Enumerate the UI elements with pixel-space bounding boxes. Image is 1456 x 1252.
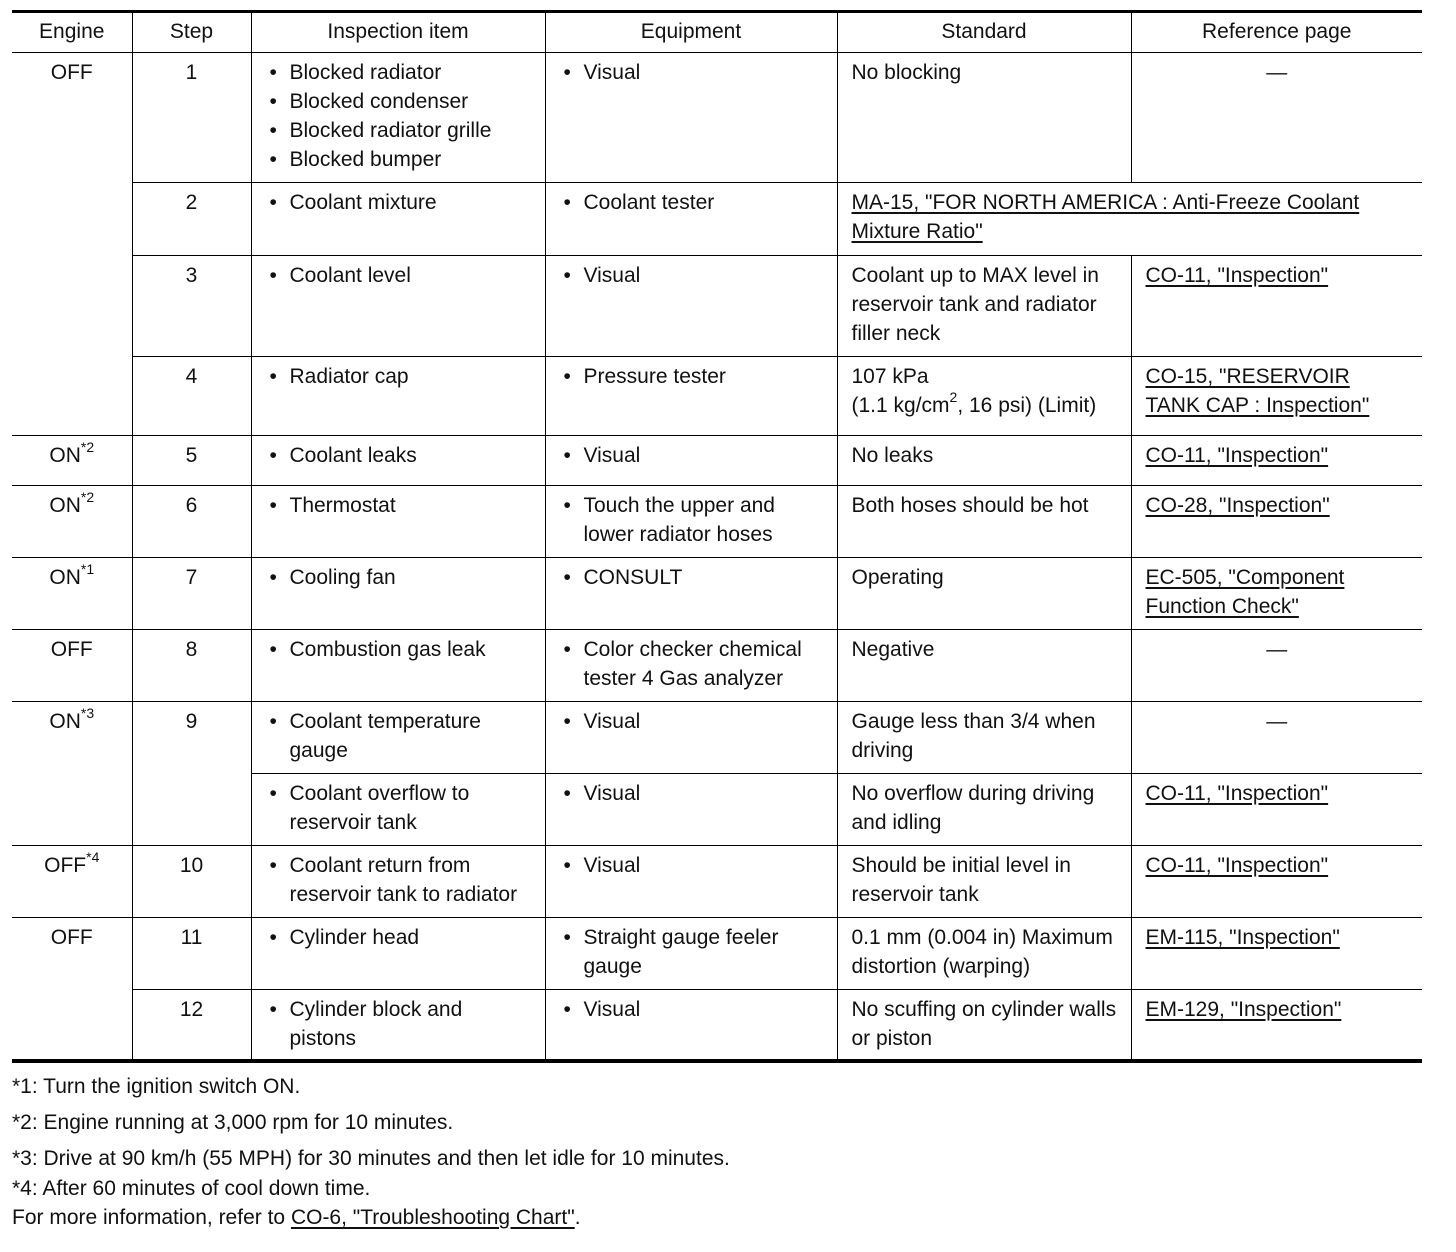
reference-cell <box>1131 558 1422 630</box>
inspection-item-cell <box>251 918 545 990</box>
standard-line <box>852 391 1117 420</box>
reference-link[interactable]: EM-129, "Inspection" <box>1145 998 1342 1021</box>
reference-cell <box>1131 256 1422 357</box>
inspection-item-cell <box>251 357 545 436</box>
inspection-item-cell <box>251 774 545 846</box>
table-row <box>12 486 1422 558</box>
engine-cell <box>12 846 132 918</box>
table-row <box>12 558 1422 630</box>
inspection-item: • Blocked condenser <box>266 87 531 116</box>
equipment-cell <box>545 256 837 357</box>
engine-cell <box>12 436 132 486</box>
step-cell: 4 <box>132 357 251 436</box>
inspection-item-cell <box>251 846 545 918</box>
standard-link[interactable]: MA-15, "FOR NORTH AMERICA : Anti-Freeze Coolant Mixture Ratio" <box>851 191 1360 243</box>
engine-state: ON <box>49 444 81 467</box>
footnote-marker: *4 <box>86 849 100 865</box>
standard-cell: Gauge less than 3/4 when driving <box>837 702 1131 774</box>
inspection-item: • Coolant mixture <box>266 188 531 217</box>
step-cell: 10 <box>132 846 251 918</box>
table-row <box>12 846 1422 918</box>
step-cell: 1 <box>132 53 251 183</box>
inspection-item-cell <box>251 558 545 630</box>
footnote-marker: *2 <box>80 439 95 455</box>
equipment-cell <box>545 486 837 558</box>
equipment-item: • Touch the upper and lower radiator hoses <box>560 491 823 549</box>
inspection-item: • Coolant overflow to reservoir tank <box>266 779 531 837</box>
engine-cell <box>12 486 132 558</box>
step-cell: 11 <box>132 918 251 990</box>
inspection-item-cell <box>251 256 545 357</box>
step-cell: 8 <box>132 630 251 702</box>
header-engine: Engine <box>12 12 132 53</box>
reference-cell <box>1131 357 1422 436</box>
equipment-cell <box>545 846 837 918</box>
engine-state: OFF <box>44 854 87 877</box>
inspection-item: • Coolant level <box>266 261 531 290</box>
standard-text: , 16 psi) (Limit) <box>957 394 1097 417</box>
engine-cell: OFF <box>12 918 132 1062</box>
footnote: *2: Engine running at 3,000 rpm for 10 minutes. <box>12 1111 454 1134</box>
table-row <box>12 990 1422 1062</box>
equipment-cell <box>545 53 837 183</box>
standard-cell: No leaks <box>837 436 1131 486</box>
step-cell: 12 <box>132 990 251 1062</box>
reference-cell <box>1131 918 1422 990</box>
inspection-item-cell <box>251 436 545 486</box>
standard-cell: 0.1 mm (0.004 in) Maximum distortion (warping) <box>837 918 1131 990</box>
inspection-item: • Blocked radiator <box>266 58 531 87</box>
table-row <box>12 183 1422 256</box>
equipment-item: • Coolant tester <box>560 188 823 217</box>
footer-prefix: For more information, refer to <box>12 1206 291 1229</box>
standard-text: (1.1 kg/cm <box>851 394 950 417</box>
standard-cell <box>837 357 1131 436</box>
inspection-item: • Cooling fan <box>266 563 531 592</box>
equipment-item: • Visual <box>560 851 823 880</box>
standard-cell: Operating <box>837 558 1131 630</box>
inspection-item: • Blocked radiator grille <box>266 116 531 145</box>
reference-cell <box>1131 774 1422 846</box>
inspection-item: • Thermostat <box>266 491 531 520</box>
equipment-cell <box>545 990 837 1062</box>
reference-link[interactable]: EC-505, "Component Function Check" <box>1145 566 1345 618</box>
footnote: *1: Turn the ignition switch ON. <box>12 1075 301 1098</box>
header-standard: Standard <box>837 12 1131 53</box>
equipment-item: • Color checker chemical tester 4 Gas analyzer <box>560 635 823 693</box>
step-cell: 6 <box>132 486 251 558</box>
inspection-item: • Coolant return from reservoir tank to radiator <box>266 851 531 909</box>
footnotes <box>12 1069 1422 1236</box>
standard-cell: Should be initial level in reservoir tank <box>837 846 1131 918</box>
reference-link[interactable]: EM-115, "Inspection" <box>1145 926 1340 949</box>
equipment-item: • CONSULT <box>560 563 823 592</box>
equipment-cell <box>545 918 837 990</box>
step-cell: 5 <box>132 436 251 486</box>
equipment-item: • Visual <box>560 261 823 290</box>
table-row <box>12 436 1422 486</box>
table-row <box>12 357 1422 436</box>
equipment-item: • Visual <box>560 707 823 736</box>
inspection-item: • Radiator cap <box>266 362 531 391</box>
reference-cell: — <box>1131 630 1422 702</box>
inspection-item: • Cylinder block and pistons <box>266 995 531 1053</box>
reference-link[interactable]: CO-28, "Inspection" <box>1145 494 1330 517</box>
standard-cell: Negative <box>837 630 1131 702</box>
step-cell: 9 <box>132 702 251 846</box>
reference-cell <box>1131 486 1422 558</box>
header-inspection-item: Inspection item <box>251 12 545 53</box>
engine-state: ON <box>49 566 81 589</box>
table-row <box>12 630 1422 702</box>
step-cell: 2 <box>132 183 251 256</box>
table-row <box>12 256 1422 357</box>
footnote: *3: Drive at 90 km/h (55 MPH) for 30 minutes and then let idle for 10 minutes. <box>12 1147 730 1170</box>
equipment-cell <box>545 774 837 846</box>
equipment-cell <box>545 357 837 436</box>
reference-cell <box>1131 846 1422 918</box>
superscript: 2 <box>949 389 958 405</box>
reference-cell <box>1131 990 1422 1062</box>
standard-cell: Both hoses should be hot <box>837 486 1131 558</box>
engine-cell: OFF <box>12 630 132 702</box>
standard-cell <box>837 183 1422 256</box>
inspection-item-cell <box>251 53 545 183</box>
engine-state: ON <box>49 494 81 517</box>
footer-suffix: . <box>574 1206 581 1229</box>
engine-cell: OFF <box>12 53 132 436</box>
equipment-cell <box>545 630 837 702</box>
reference-cell: — <box>1131 53 1422 183</box>
equipment-cell <box>545 558 837 630</box>
table-row <box>12 53 1422 183</box>
inspection-table <box>12 10 1422 1063</box>
engine-cell <box>12 702 132 846</box>
equipment-item: • Visual <box>560 779 823 808</box>
reference-link[interactable]: CO-11, "Inspection" <box>1145 854 1329 877</box>
equipment-item: • Straight gauge feeler gauge <box>560 923 823 981</box>
reference-link[interactable]: CO-11, "Inspection" <box>1145 444 1329 467</box>
standard-cell: No blocking <box>837 53 1131 183</box>
equipment-item: • Visual <box>560 995 823 1024</box>
table-header-row <box>12 12 1422 53</box>
standard-line: 107 kPa <box>851 365 929 388</box>
inspection-item: • Coolant temperature gauge <box>266 707 531 765</box>
footer-reference <box>12 1200 1422 1236</box>
footnote-marker: *3 <box>80 705 95 721</box>
inspection-item: • Coolant leaks <box>266 441 531 470</box>
step-cell: 3 <box>132 256 251 357</box>
equipment-item: • Visual <box>560 441 823 470</box>
footnote: *4: After 60 minutes of cool down time. <box>12 1177 371 1200</box>
inspection-item-cell <box>251 183 545 256</box>
equipment-item: • Visual <box>560 58 823 87</box>
reference-link[interactable]: CO-11, "Inspection" <box>1145 264 1329 287</box>
footnote-marker: *2 <box>80 489 95 505</box>
reference-link[interactable]: CO-15, "RESERVOIR TANK CAP : Inspection" <box>1145 365 1370 417</box>
header-step: Step <box>132 12 251 53</box>
inspection-item: • Cylinder head <box>266 923 531 952</box>
standard-cell: No overflow during driving and idling <box>837 774 1131 846</box>
equipment-cell <box>545 183 837 256</box>
header-reference-page: Reference page <box>1131 12 1422 53</box>
inspection-item-cell <box>251 630 545 702</box>
reference-cell: — <box>1131 702 1422 774</box>
footnote-marker: *1 <box>80 561 95 577</box>
table-row <box>12 918 1422 990</box>
equipment-item: • Pressure tester <box>560 362 823 391</box>
header-equipment: Equipment <box>545 12 837 53</box>
inspection-item-cell <box>251 702 545 774</box>
engine-state: ON <box>49 710 81 733</box>
reference-cell <box>1131 436 1422 486</box>
inspection-item: • Blocked bumper <box>266 145 531 174</box>
inspection-item-cell <box>251 486 545 558</box>
standard-cell: No scuffing on cylinder walls or piston <box>837 990 1131 1062</box>
inspection-item-cell <box>251 990 545 1062</box>
equipment-cell <box>545 702 837 774</box>
standard-cell: Coolant up to MAX level in reservoir tank and radiator filler neck <box>837 256 1131 357</box>
document <box>12 10 1422 1236</box>
inspection-item: • Combustion gas leak <box>266 635 531 664</box>
equipment-cell <box>545 436 837 486</box>
step-cell: 7 <box>132 558 251 630</box>
engine-cell <box>12 558 132 630</box>
footer-link[interactable]: CO-6, "Troubleshooting Chart" <box>290 1206 575 1229</box>
table-row <box>12 702 1422 774</box>
reference-link[interactable]: CO-11, "Inspection" <box>1145 782 1329 805</box>
